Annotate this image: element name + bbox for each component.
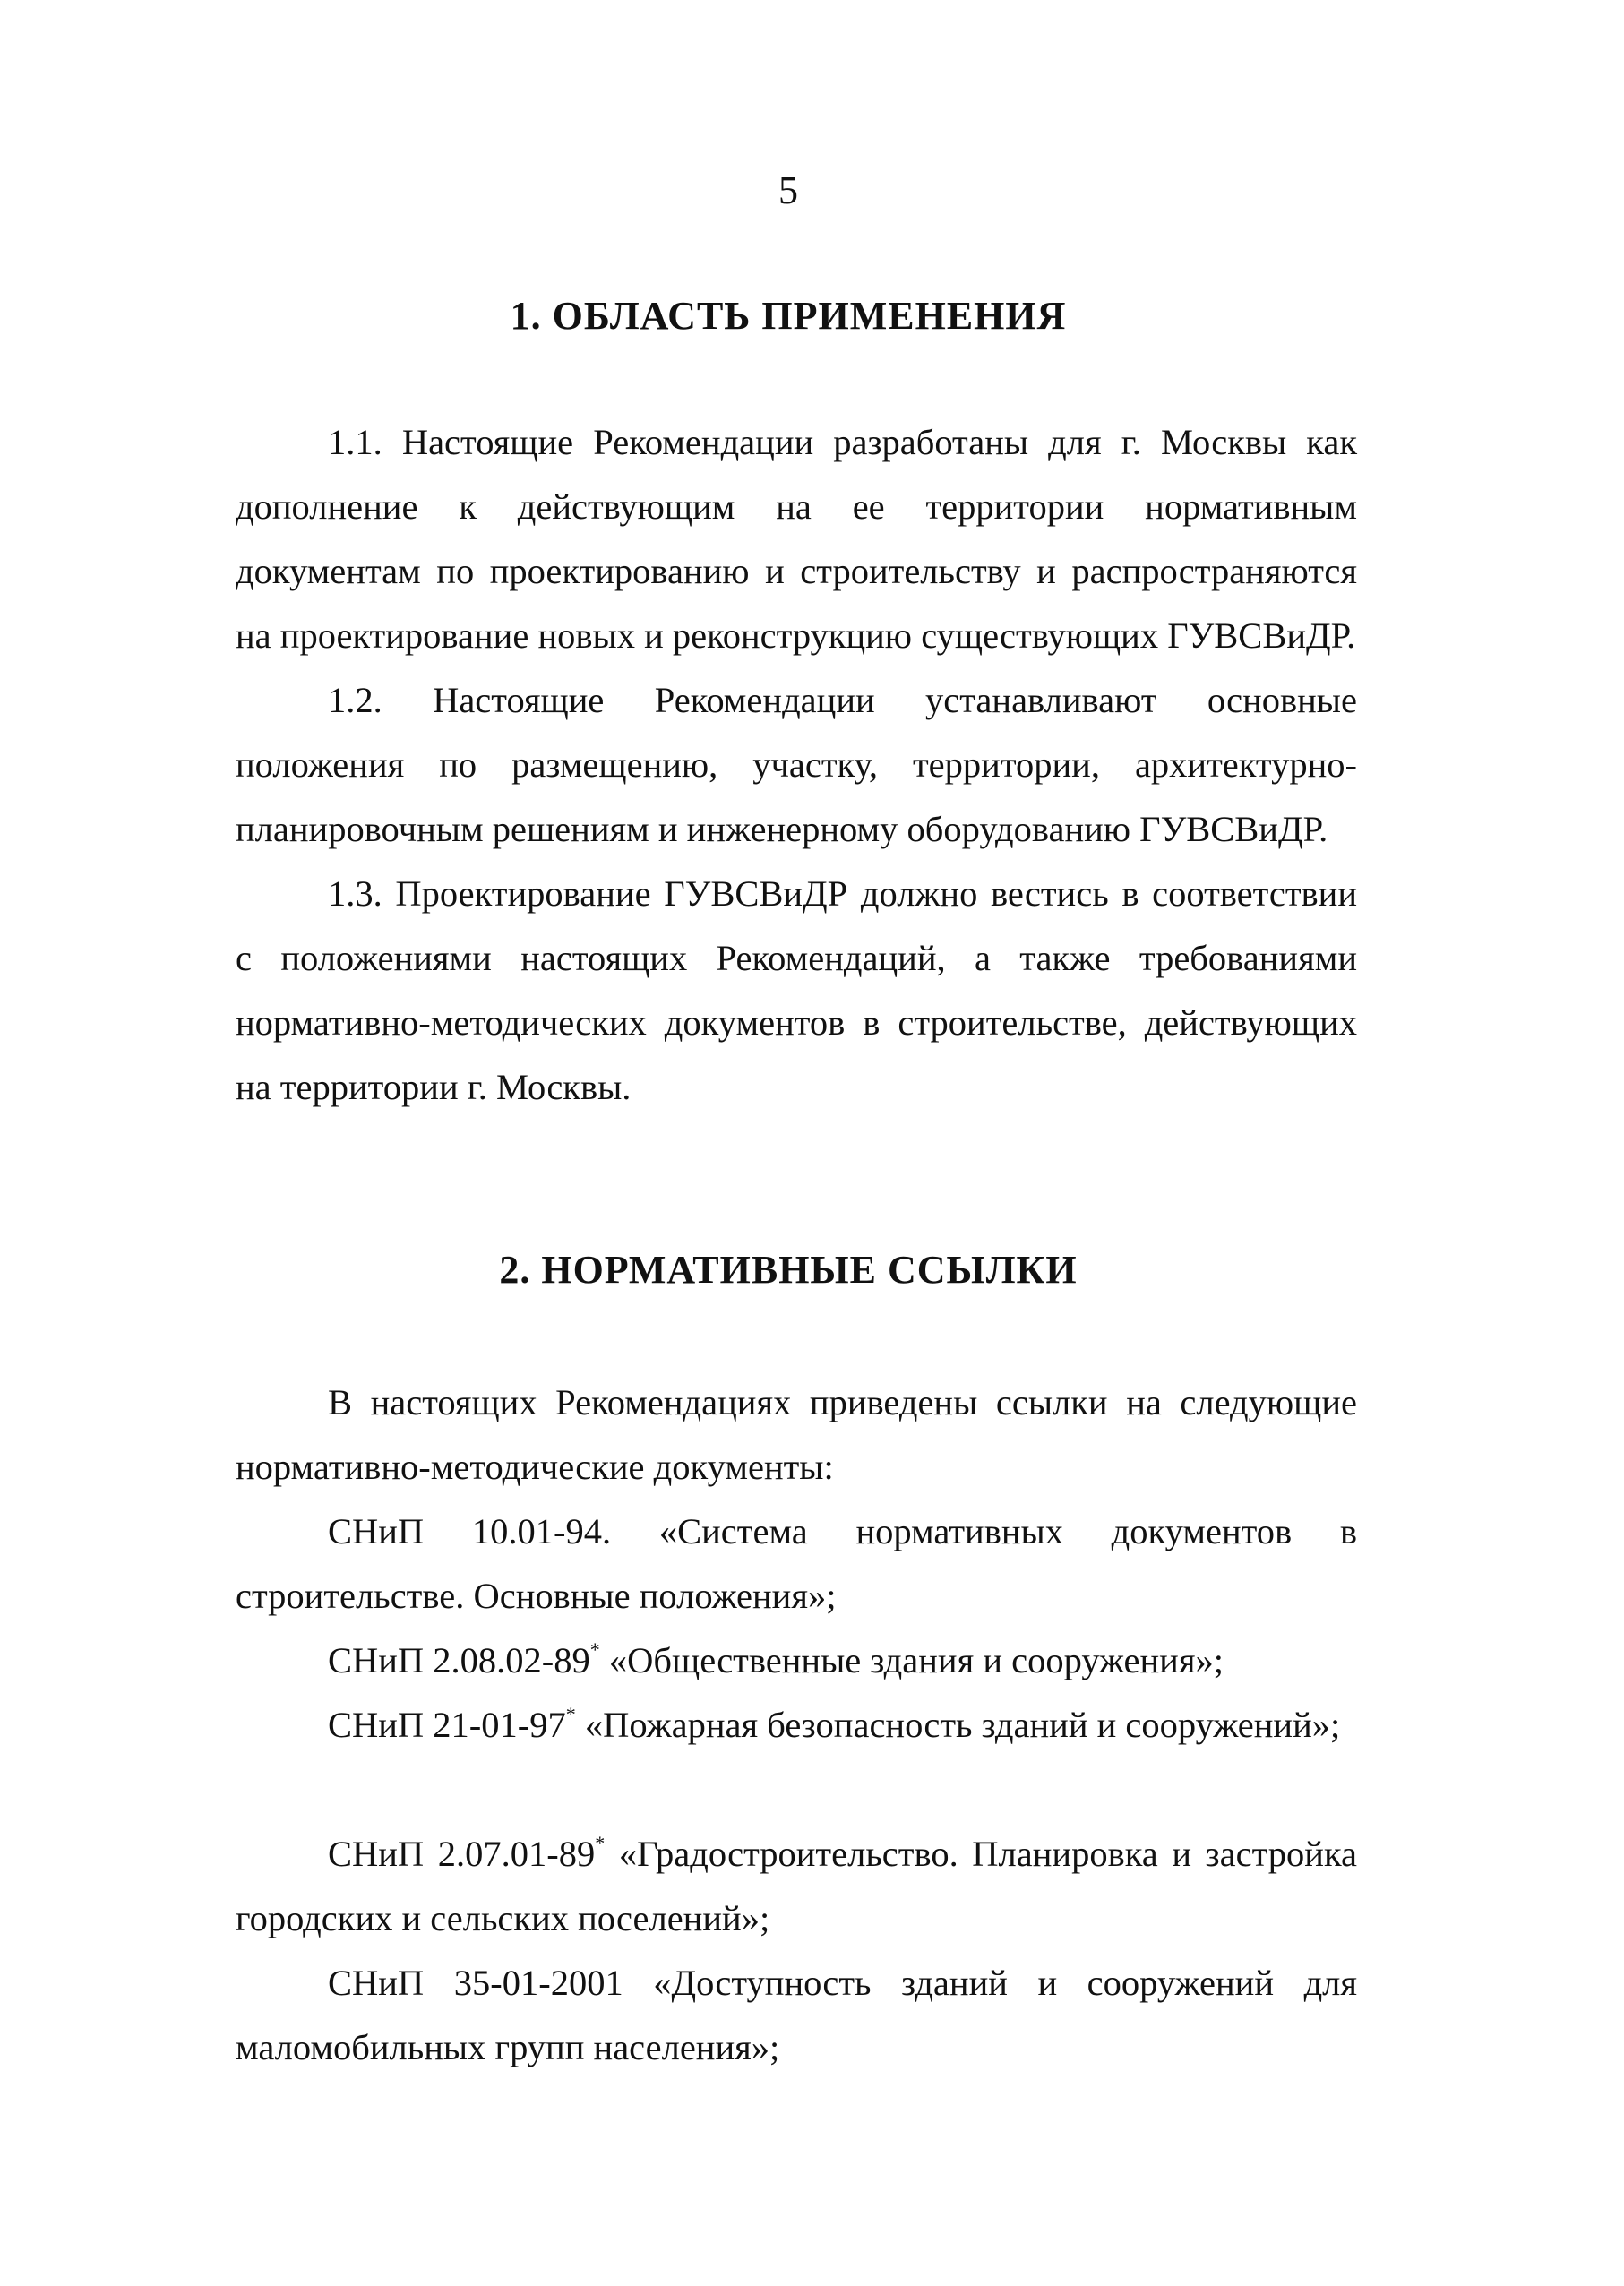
reference-code: СНиП 21-01-97 [328, 1705, 566, 1745]
reference-item [236, 1500, 1357, 1629]
section-2-title: 2. НОРМАТИВНЫЕ ССЫЛКИ [499, 1248, 1078, 1292]
reference-code: СНиП 2.08.02-89 [328, 1640, 590, 1680]
reference-title: «Градостроительство. Планировка и застройка городских и сельских поселений»; [236, 1834, 1357, 1938]
paragraph-1-3: 1.3. Проектирование ГУВСВиДР должно вестись в соответствии с положениями настоящих Рекомендаций, а также требованиями нормативно-методических документов в строительстве, действующих на территории г. Москвы. [236, 873, 1357, 1107]
reference-title: «Доступность зданий и сооружений для маломобильных групп населения»; [236, 1963, 1358, 2067]
reference-mark: * [595, 1831, 606, 1854]
reference-code: СНиП 10.01-94. [328, 1511, 612, 1551]
reference-title: «Пожарная безопасность зданий и сооружений»; [584, 1705, 1341, 1745]
reference-title: «Система нормативных документов в строительстве. Основные положения»; [236, 1511, 1357, 1616]
reference-code: СНиП 2.07.01-89 [328, 1834, 596, 1874]
page-number: 5 [778, 168, 798, 212]
section-1-title: 1. ОБЛАСТЬ ПРИМЕНЕНИЯ [510, 294, 1067, 338]
reference-item [236, 1693, 1357, 1757]
paragraph-1-1: 1.1. Настоящие Рекомендации разработаны для г. Москвы как дополнение к действующим на ее территории нормативным документам по проектированию и строительству и распространяются на проектирование новых и реконструкцию существующих ГУВСВиДР. [236, 422, 1357, 656]
reference-item [236, 1822, 1357, 1951]
reference-item [236, 1951, 1357, 2080]
references-intro: В настоящих Рекомендациях приведены ссылки на следующие нормативно-методические документы: [236, 1382, 1357, 1487]
reference-mark: * [589, 1637, 600, 1661]
reference-title: «Общественные здания и сооружения»; [608, 1640, 1224, 1680]
reference-item [236, 1629, 1357, 1693]
paragraph-1-2: 1.2. Настоящие Рекомендации устанавливают основные положения по размещению, участку, территории, архитектурно-планировочным решениям и инженерному оборудованию ГУВСВиДР. [236, 680, 1357, 849]
reference-mark: * [565, 1702, 576, 1725]
reference-code: СНиП 35-01-2001 [328, 1963, 623, 2003]
